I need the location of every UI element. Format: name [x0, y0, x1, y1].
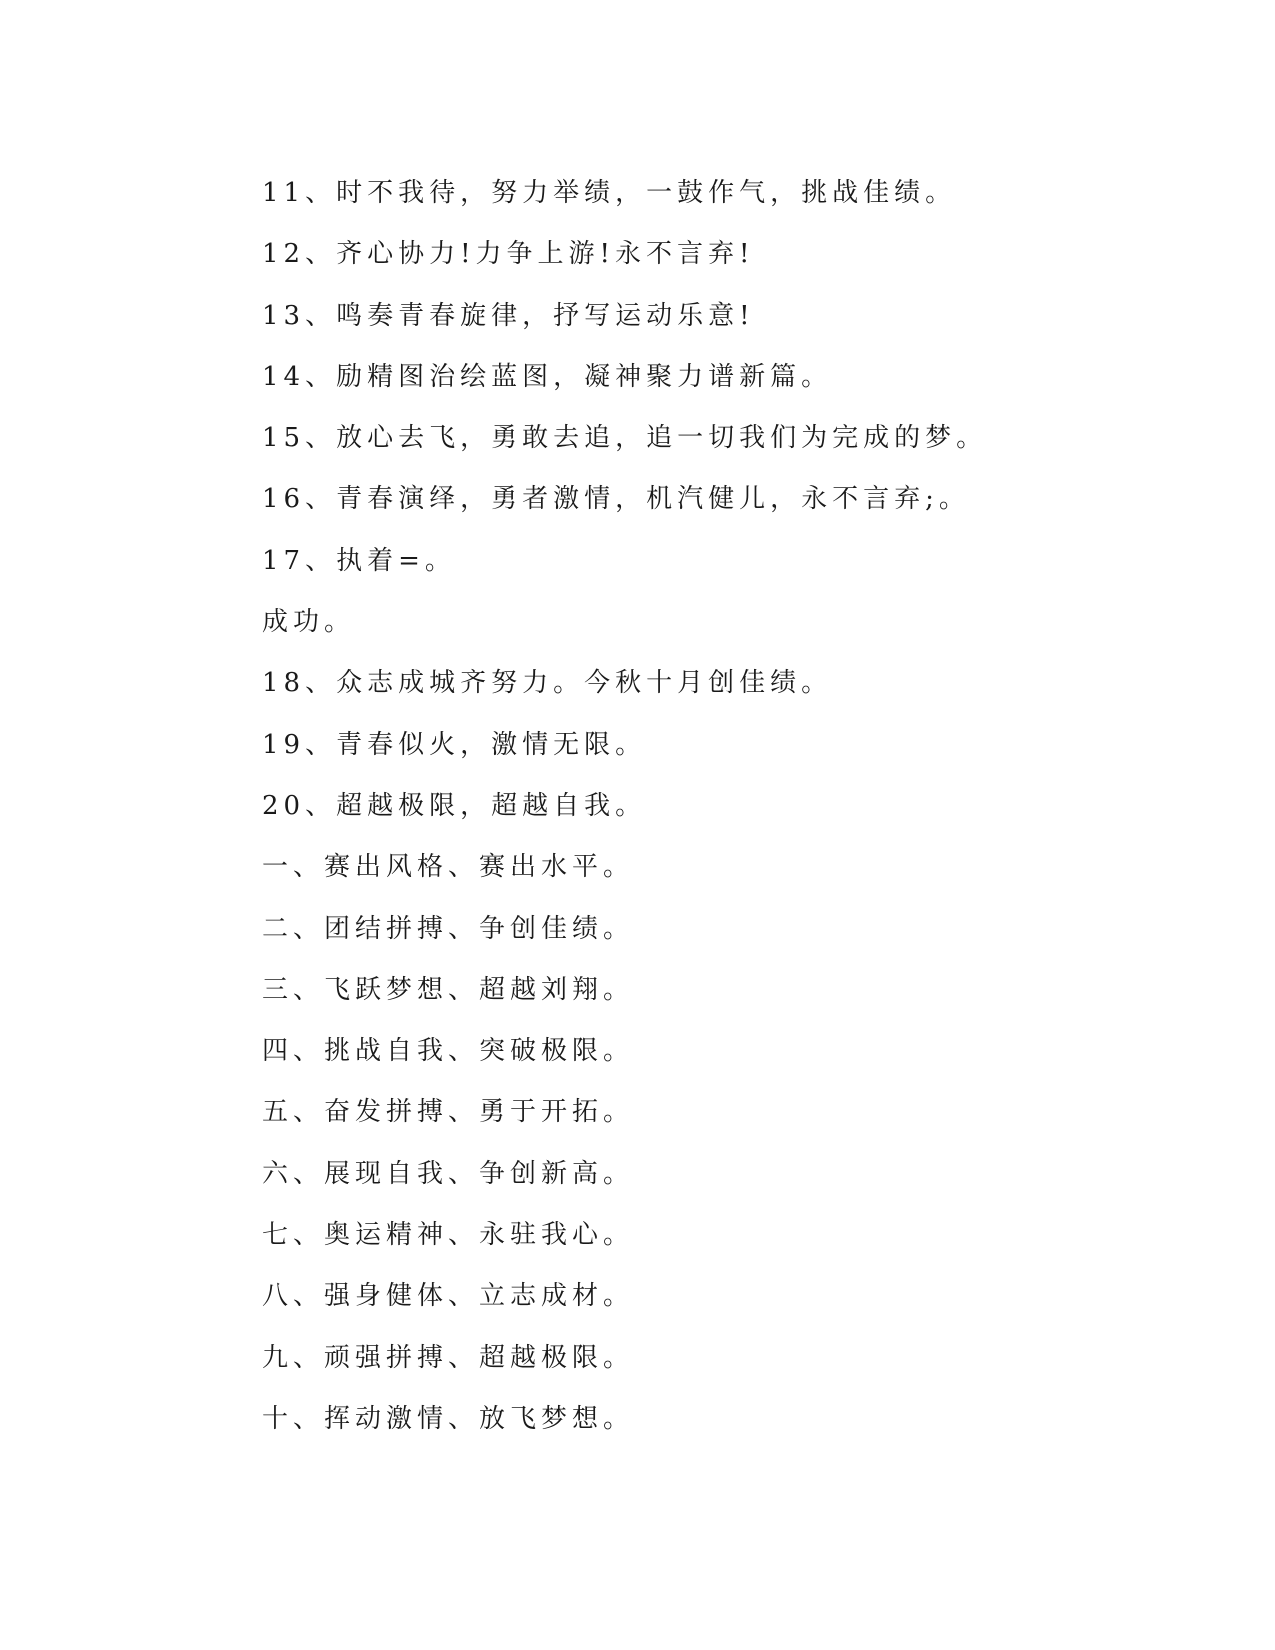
slogan-line: 18、众志成城齐努力。今秋十月创佳绩。 [262, 668, 833, 699]
slogan-line: 七、奥运精神、永驻我心。 [262, 1220, 635, 1251]
slogan-line: 12、齐心协力!力争上游!永不言弃! [262, 239, 755, 270]
slogan-line: 17、执着=。 [262, 545, 456, 576]
slogan-line: 一、赛出风格、赛出水平。 [262, 852, 635, 883]
slogan-line: 13、鸣奏青春旋律，抒写运动乐意! [262, 300, 755, 331]
slogan-line: 成功。 [262, 607, 356, 638]
slogan-line: 四、挑战自我、突破极限。 [262, 1036, 635, 1067]
slogan-line: 三、飞跃梦想、超越刘翔。 [262, 974, 635, 1005]
slogan-line: 九、顽强拼搏、超越极限。 [262, 1342, 635, 1373]
slogan-line: 15、放心去飞，勇敢去追，追一切我们为完成的梦。 [262, 423, 988, 454]
slogan-line: 十、挥动激情、放飞梦想。 [262, 1403, 635, 1434]
slogan-line: 16、青春演绎，勇者激情，机汽健儿，永不言弃;。 [262, 484, 970, 515]
slogan-line: 五、奋发拼搏、勇于开拓。 [262, 1097, 635, 1128]
slogan-list [262, 163, 1162, 1450]
slogan-line: 19、青春似火，激情无限。 [262, 729, 647, 760]
slogan-line: 11、时不我待，努力举绩，一鼓作气，挑战佳绩。 [262, 178, 957, 208]
slogan-line: 八、强身健体、立志成材。 [262, 1281, 635, 1312]
slogan-line: 二、团结拼搏、争创佳绩。 [262, 913, 635, 944]
slogan-line: 14、励精图治绘蓝图，凝神聚力谱新篇。 [262, 361, 833, 392]
slogan-line: 20、超越极限，超越自我。 [262, 790, 647, 821]
slogan-line: 六、展现自我、争创新高。 [262, 1158, 635, 1189]
